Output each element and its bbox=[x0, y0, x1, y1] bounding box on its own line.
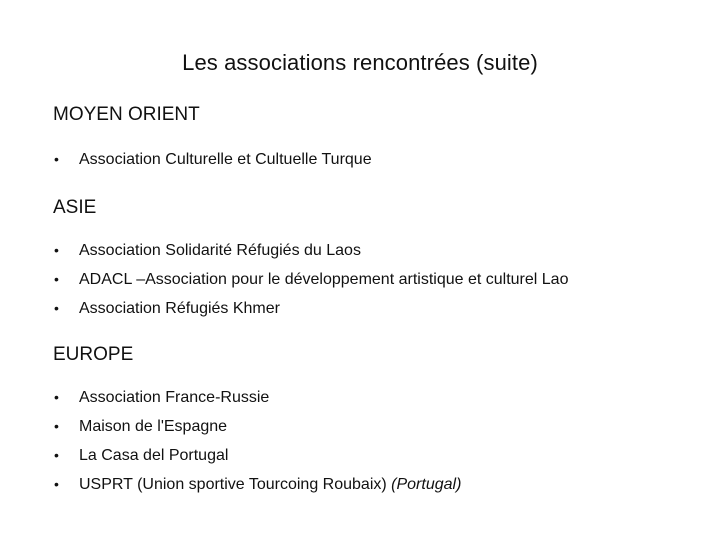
bullet-icon: • bbox=[54, 418, 59, 434]
list-item bbox=[53, 412, 713, 441]
section-asie bbox=[53, 196, 713, 323]
slide-title: Les associations rencontrées (suite) bbox=[182, 50, 538, 75]
list-item-text: La Casa del Portugal bbox=[79, 447, 229, 464]
list-item bbox=[53, 294, 713, 323]
list-item-text: Association Réfugiés Khmer bbox=[79, 300, 280, 317]
list-item bbox=[53, 265, 713, 294]
list-item bbox=[53, 236, 713, 265]
bullet-list bbox=[53, 383, 713, 499]
list-item bbox=[53, 441, 713, 470]
bullet-list bbox=[53, 145, 713, 174]
bullet-icon: • bbox=[54, 271, 59, 287]
list-item-text: Association France-Russie bbox=[79, 389, 270, 406]
list-item-text: Maison de l'Espagne bbox=[79, 418, 228, 435]
bullet-icon: • bbox=[54, 447, 59, 463]
list-item-text: Association Solidarité Réfugiés du Laos bbox=[79, 242, 361, 259]
bullet-icon: • bbox=[54, 389, 59, 405]
section-heading: EUROPE bbox=[53, 344, 134, 365]
bullet-icon: • bbox=[54, 151, 59, 167]
bullet-icon: • bbox=[54, 476, 59, 492]
bullet-icon: • bbox=[54, 300, 59, 316]
section-moyen-orient bbox=[53, 103, 713, 174]
section-europe bbox=[53, 343, 713, 499]
bullet-icon: • bbox=[54, 242, 59, 258]
bullet-list bbox=[53, 236, 713, 323]
section-heading: MOYEN ORIENT bbox=[53, 104, 200, 125]
list-item bbox=[53, 383, 713, 412]
list-item bbox=[53, 145, 713, 174]
list-item-text: Association Culturelle et Cultuelle Turque bbox=[79, 151, 372, 168]
list-item-suffix: (Portugal) bbox=[391, 476, 462, 493]
list-item-text: ADACL –Association pour le développement artistique et culturel Lao bbox=[79, 271, 569, 288]
list-item bbox=[53, 470, 713, 499]
section-heading: ASIE bbox=[53, 197, 97, 218]
list-item-text: USPRT (Union sportive Tourcoing Roubaix) bbox=[79, 476, 392, 493]
